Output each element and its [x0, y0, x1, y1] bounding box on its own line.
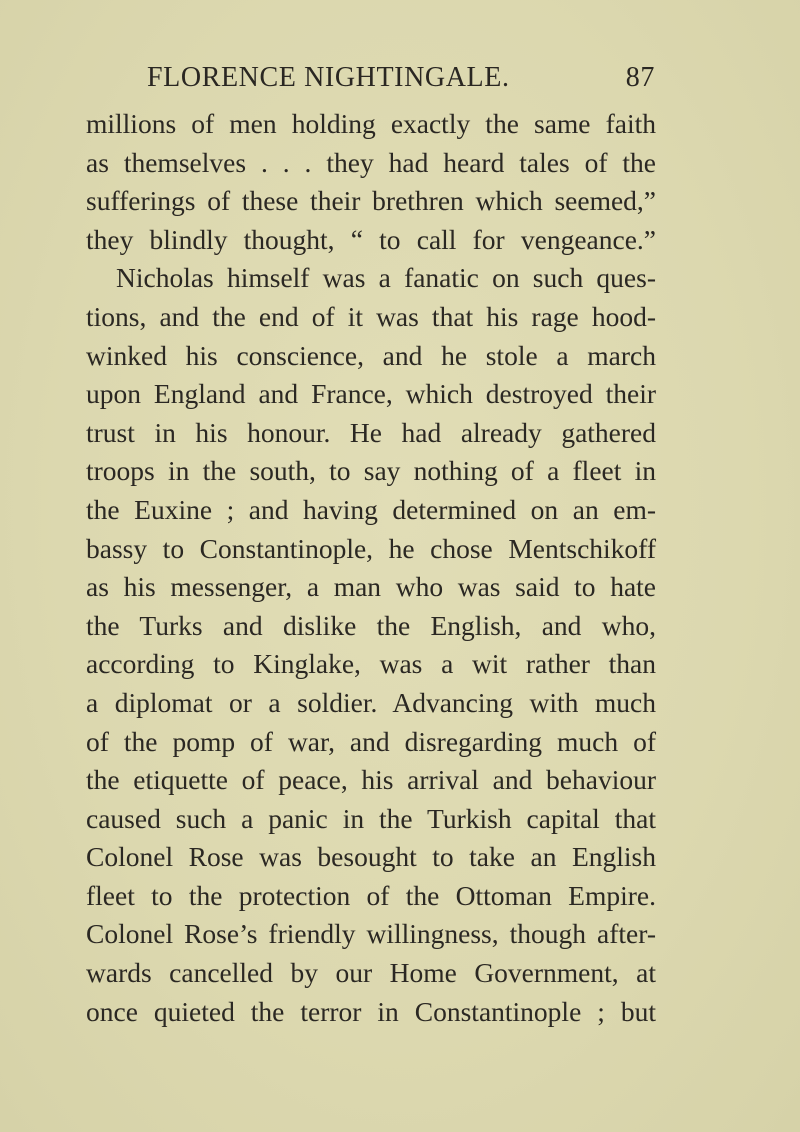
text-line: of the pomp of war, and disregarding much of — [86, 725, 656, 757]
text-line: tions, and the end of it was that his rage hood- — [86, 300, 656, 332]
text-line: they blindly thought, “ to call for vengeance.” — [86, 223, 656, 255]
text-line: millions of men holding exactly the same faith — [86, 108, 656, 139]
text-line: Nicholas himself was a fanatic on such ques- — [116, 262, 656, 294]
body-text — [86, 105, 656, 1031]
text-line: wards cancelled by our Home Government, at — [86, 957, 656, 989]
text-line: as themselves . . . they had heard tales of the — [86, 146, 656, 178]
text-line: trust in his honour. He had already gathered — [86, 416, 656, 448]
text-line: caused such a panic in the Turkish capital that — [86, 802, 656, 834]
text-line: according to Kinglake, was a wit rather than — [86, 648, 656, 680]
running-head — [147, 58, 655, 98]
text-line: Colonel Rose was besought to take an English — [86, 841, 656, 873]
text-line: the etiquette of peace, his arrival and behaviour — [86, 764, 656, 796]
text-line: the Turks and dislike the English, and who, — [86, 609, 656, 641]
text-line: Colonel Rose’s friendly willingness, though after- — [86, 918, 656, 950]
running-title: FLORENCE NIGHTINGALE. — [147, 62, 510, 93]
text-line: fleet to the protection of the Ottoman Empire. — [86, 879, 656, 911]
page-number: 87 — [625, 62, 655, 93]
text-line: sufferings of these their brethren which seemed,” — [86, 185, 656, 217]
text-line: troops in the south, to say nothing of a fleet in — [86, 455, 656, 487]
text-line: once quieted the terror in Constantinople ; but — [86, 995, 656, 1027]
text-line: as his messenger, a man who was said to hate — [86, 571, 656, 603]
text-line: the Euxine ; and having determined on an em- — [86, 493, 656, 525]
text-line: winked his conscience, and he stole a march — [86, 339, 656, 371]
text-line: upon England and France, which destroyed their — [86, 378, 656, 410]
text-line: bassy to Constantinople, he chose Mentschikoff — [86, 532, 656, 564]
text-line: a diplomat or a soldier. Advancing with much — [86, 686, 656, 718]
